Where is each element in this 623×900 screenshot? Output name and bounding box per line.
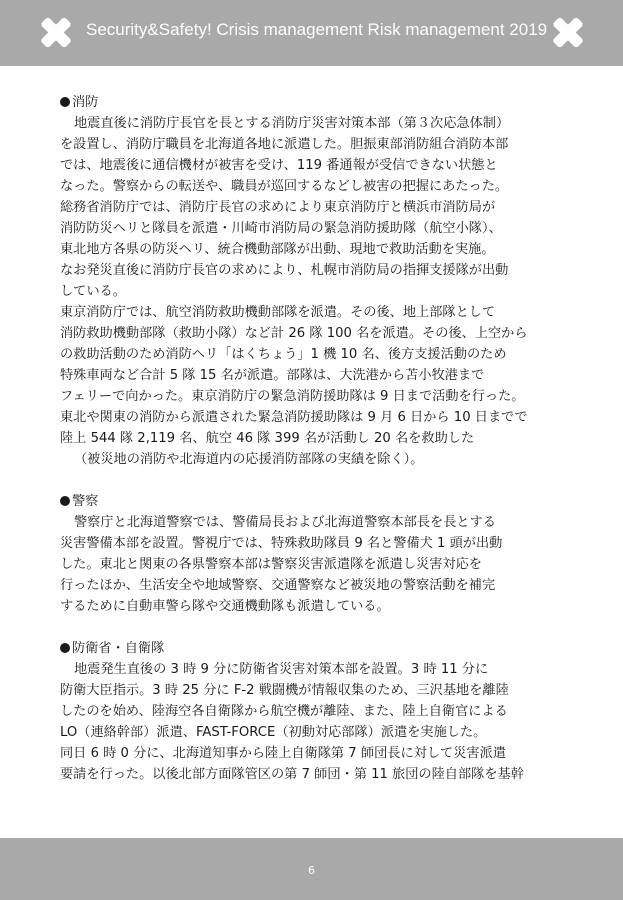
- x-mark-icon: [36, 13, 76, 53]
- section: [60, 92, 580, 470]
- text-line: 行ったほか、生活安全や地域警察、交通警察など被災地の警察活動を補完: [60, 578, 496, 593]
- bullet-icon: [60, 97, 70, 107]
- section-heading-text: 消防: [72, 95, 99, 110]
- text-line: フェリーで向かった。東京消防庁の緊急消防援助隊は 9 日まで活動を行った。: [60, 389, 525, 404]
- section-heading: [60, 92, 580, 113]
- page-header: [0, 0, 623, 66]
- text-line: （被災地の消防や北海道内の応援消防部隊の実績を除く）。: [74, 452, 424, 467]
- text-line: を設置し、消防庁職員を北海道各地に派遣した。胆振東部消防組合消防本部: [60, 137, 509, 152]
- text-line: 消防防災ヘリと隊員を派遣・川崎市消防局の緊急消防援助隊（航空小隊）、: [60, 221, 502, 236]
- text-line: なった。警察からの転送や、職員が巡回するなどし被害の把握にあたった。: [60, 179, 509, 194]
- page-number: 6: [308, 864, 315, 877]
- text-line: 同日 6 時 0 分に、北海道知事から陸上自衛隊第 7 師団長に対して災害派遣: [60, 746, 506, 761]
- text-line: 東北や関東の消防から派遣された緊急消防援助隊は 9 月 6 日から 10 日までで: [60, 410, 528, 425]
- text-line: LO（連絡幹部）派遣、FAST-FORCE（初動対応部隊）派遣を実施した。: [60, 725, 487, 740]
- text-line: 総務省消防庁では、消防庁長官の求めにより東京消防庁と横浜市消防局が: [60, 200, 496, 215]
- section-heading-text: 防衛省・自衛隊: [72, 641, 165, 656]
- section-heading: [60, 638, 580, 659]
- text-line: の救助活動のため消防ヘリ「はくちょう」1 機 10 名、後方支援活動のため: [60, 347, 507, 362]
- text-line: 要請を行った。以後北部方面隊管区の第 7 師団・第 11 旅団の陸自部隊を基幹: [60, 767, 524, 782]
- text-line: したのを始め、陸海空各自衛隊から航空機が離陸、また、陸上自衛官による: [60, 704, 508, 719]
- text-line: 地震直後に消防庁長官を長とする消防庁災害対策本部（第３次応急体制）: [74, 116, 510, 131]
- page-footer: [0, 838, 623, 900]
- text-line: するために自動車警ら隊や交通機動隊も派遣している。: [60, 599, 390, 614]
- text-line: 地震発生直後の 3 時 9 分に防衛省災害対策本部を設置。3 時 11 分に: [74, 662, 489, 677]
- x-mark-icon: [548, 13, 588, 53]
- section-heading-text: 警察: [72, 494, 99, 509]
- text-line: 陸上 544 隊 2,119 名、航空 46 隊 399 名が活動し 20 名を救助した: [60, 431, 475, 446]
- section-heading: [60, 491, 580, 512]
- bullet-icon: [60, 496, 70, 506]
- document-body: [60, 92, 580, 806]
- text-line: 特殊車両など合計 5 隊 15 名が派遣。部隊は、大洗港から苫小牧港まで: [60, 368, 485, 383]
- header-title: Security&Safety! Crisis management Risk management 2019: [86, 20, 548, 39]
- section: [60, 491, 580, 617]
- text-line: では、地震後に通信機材が被害を受け、119 番通報が受信できない状態と: [60, 158, 498, 173]
- text-line: 消防救助機動部隊（救助小隊）など計 26 隊 100 名を派遣。その後、上空から: [60, 326, 528, 341]
- text-line: 防衛大臣指示。3 時 25 分に F-2 戦闘機が情報収集のため、三沢基地を離陸: [60, 683, 509, 698]
- text-line: した。東北と関東の各県警察本部は警察災害派遣隊を派遣し災害対応を: [60, 557, 482, 572]
- text-line: 災害警備本部を設置。警視庁では、特殊救助隊員 9 名と警備犬 1 頭が出動: [60, 536, 503, 551]
- bullet-icon: [60, 643, 70, 653]
- text-line: 警察庁と北海道警察では、警備局長および北海道警察本部長を長とする: [74, 515, 496, 530]
- section: [60, 638, 580, 785]
- text-line: 東北地方各県の防災ヘリ、統合機動部隊が出動、現地で救助活動を実施。: [60, 242, 495, 257]
- text-line: している。: [60, 284, 126, 299]
- text-line: 東京消防庁では、航空消防救助機動部隊を派遣。その後、地上部隊として: [60, 305, 496, 320]
- text-line: なお発災直後に消防庁長官の求めにより、札幌市消防局の指揮支援隊が出動: [60, 263, 509, 278]
